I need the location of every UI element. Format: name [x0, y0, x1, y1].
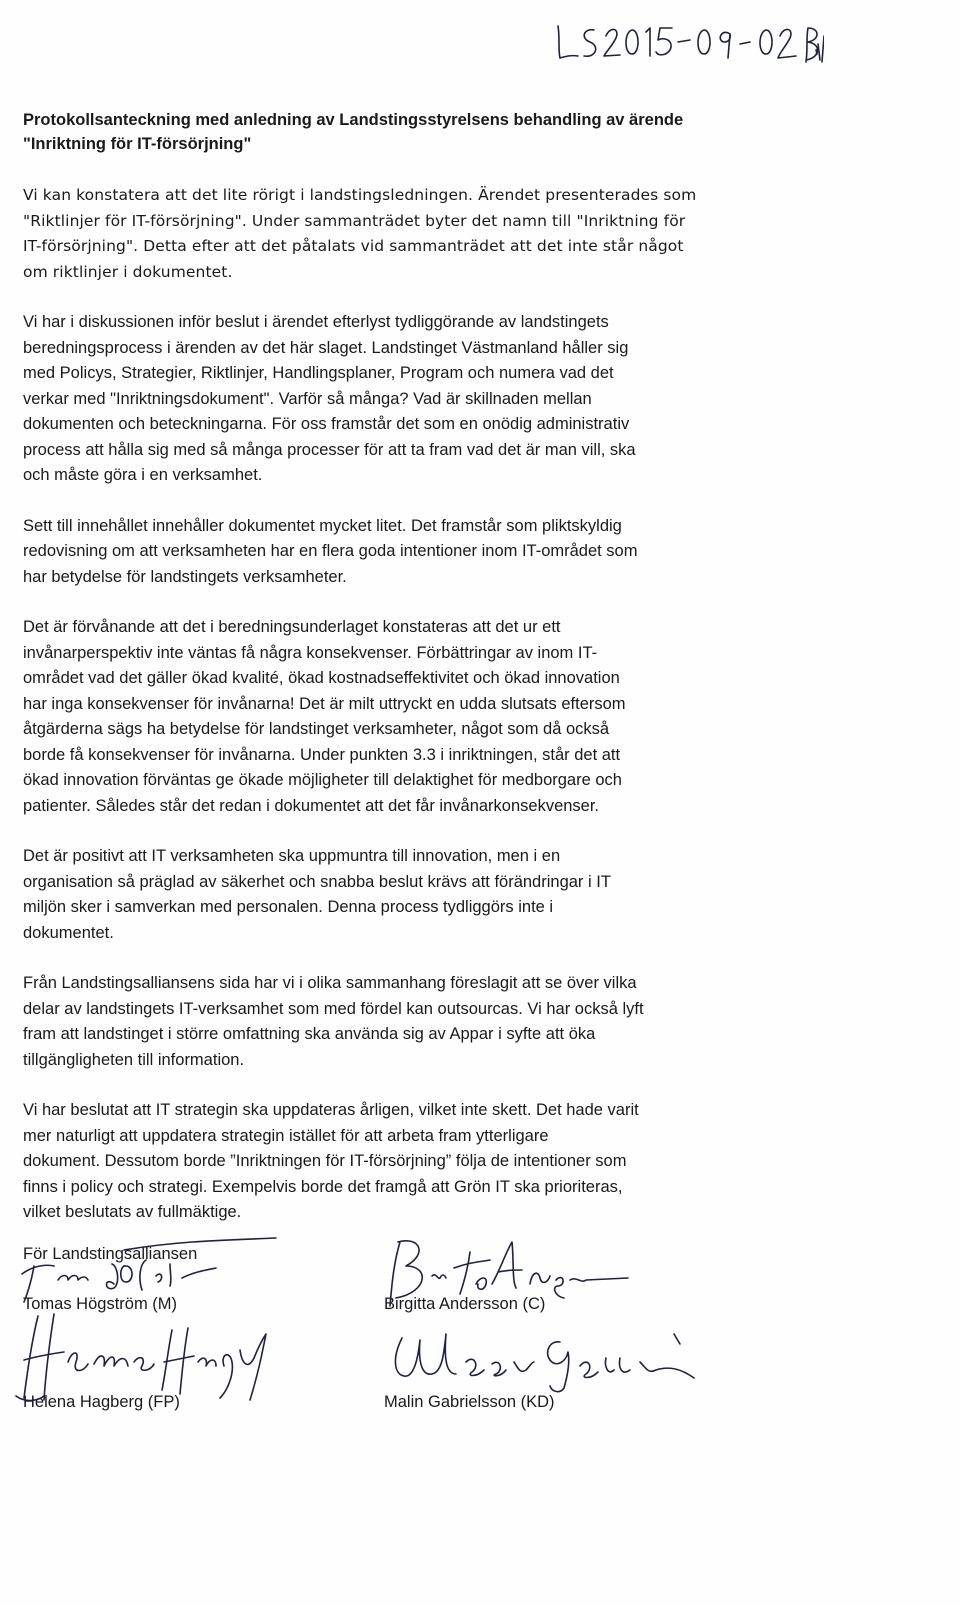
signer-name-3: Helena Hagberg (FP): [23, 1393, 180, 1411]
signature-tomas-hogstrom: [14, 1236, 284, 1316]
signer-name-4: Malin Gabrielsson (KD): [384, 1393, 555, 1411]
handwritten-stamp: [554, 18, 824, 68]
document-body: [23, 108, 935, 1251]
signature-malin-gabrielsson: [384, 1318, 714, 1398]
signer-name-1: Tomas Högström (M): [23, 1295, 178, 1313]
signer-name-2: Birgitta Andersson (C): [384, 1295, 546, 1313]
signature-birgitta-andersson: [380, 1232, 660, 1322]
paragraph-4: Det är förvånande att det i beredningsunderlaget konstateras att det ur ett invånarperspektiv inte väntas få några konsekvenser. Förbättringar av inom IT- området vad det gäller ökad kvalité, ökad kostnadseffektivitet och ökad innovation har inga konsekvenser för invånarna! Det är milt uttryckt en udda slutsats eftersom åtgärderna sägs ha betydelse för landstinget verksamheter, något som då också borde få konsekvenser för invånarna. Under punkten 3.3 i inriktningen, står det att ökad innovation förväntas ge ökade möjligheter till delaktighet för medborgare och patienter. Således står det redan i dokumentet att det får invånarkonsekvenser.: [23, 618, 626, 815]
signature-helena-hagberg: [10, 1310, 280, 1410]
paragraph-2: Vi har i diskussionen inför beslut i ärendet efterlyst tydliggörande av landstingets beredningsprocess i ärenden av det här slaget. Landstinget Västmanland håller sig med Policys, Strategier, Riktlinjer, Handlingsplaner, Program och numera vad det verkar med "Inriktningsdokument". Varför så många? Vad är skillnaden mellan dokumenten och beteckningarna. För oss framstår det som en onödig administrativ process att hålla sig med så många processer för att ta fram vad det är man vill, ska och måste göra i en verksamhet.: [23, 313, 636, 484]
paragraph-6: Från Landstingsalliansens sida har vi i olika sammanhang föreslagit att se över vilka delar av landstingets IT-verksamhet som med fördel kan outsourcas. Vi har också lyft fram att landstinget i större omfattning ska använda sig av Appar i syfte att öka tillgängligheten till information.: [23, 974, 644, 1069]
paragraph-5: Det är positivt att IT verksamheten ska uppmuntra till innovation, men i en organisation så präglad av säkerhet och snabba beslut krävs att förändringar i IT miljön sker i samverkan med personalen. Denna process tydliggörs inte i dokumentet.: [23, 847, 611, 942]
paragraph-3: Sett till innehållet innehåller dokumentet mycket litet. Det framstår som pliktskyldig redovisning om att verksamheten har en flera goda intentioner inom IT-området som har betydelse för landstingets verksamheter.: [23, 516, 638, 586]
paragraph-1: Vi kan konstatera att det lite rörigt i landstingsledningen. Ärendet presenterades som "Riktlinjer för IT-försörjning". Under sammanträdet byter det namn till "Inriktning för IT-försörjning". Detta efter att det påtalats vid sammanträdet att det inte står något om riktlinjer i dokumentet.: [23, 186, 697, 281]
signature-intro: För Landstingsalliansen: [23, 1245, 198, 1263]
paragraph-7: Vi har beslutat att IT strategin ska uppdateras årligen, vilket inte skett. Det hade varit mer naturligt att uppdatera strategin istället för att arbeta fram ytterligare dokument. Dessutom borde ”Inriktningen för IT-försörjning” följa de intentioner som finns i policy och strategi. Exempelvis borde det framgå att Grön IT ska prioriteras, vilket beslutats av fullmäktige.: [23, 1101, 639, 1221]
document-title: Protokollsanteckning med anledning av Landstingsstyrelsens behandling av ärende "Inriktning för IT-försörjning": [23, 111, 684, 153]
